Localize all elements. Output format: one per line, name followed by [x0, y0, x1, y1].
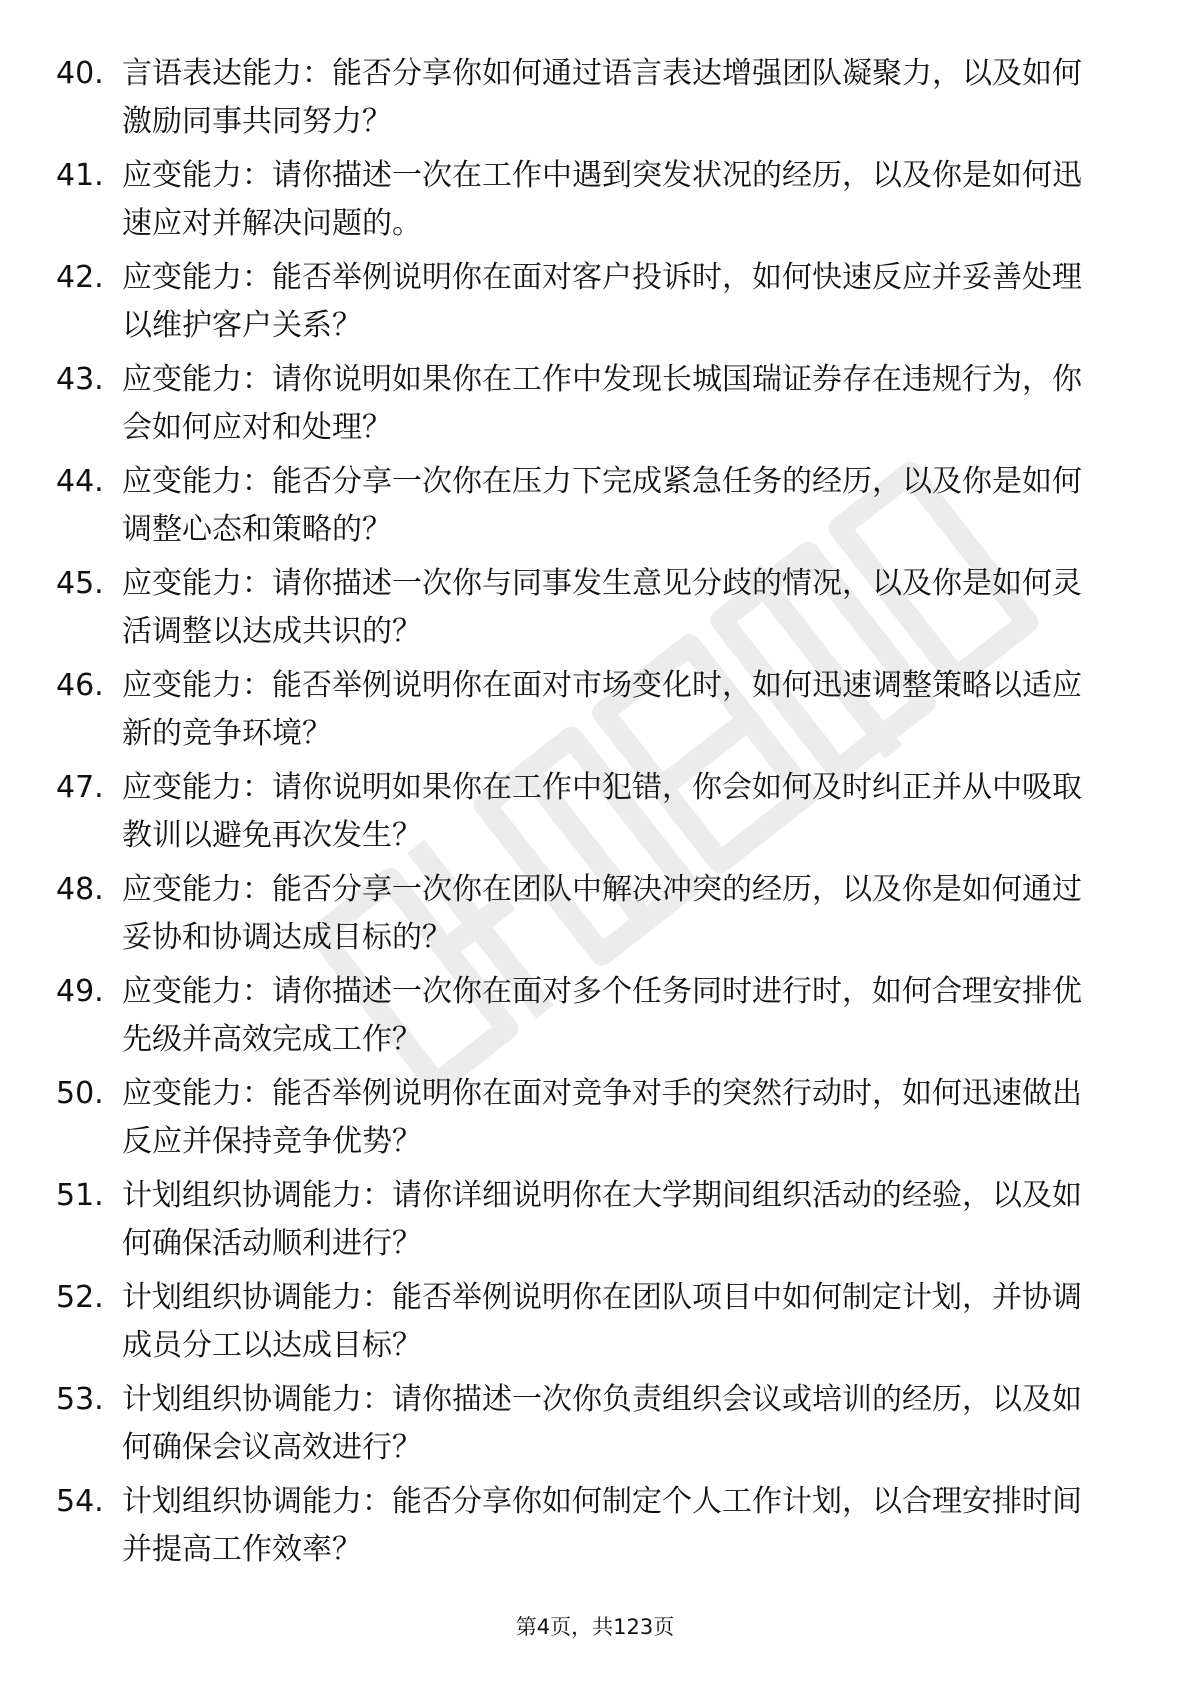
- question-number: 50.: [56, 1076, 104, 1111]
- question-item: [0, 560, 1190, 662]
- question-text: 计划组织协调能力：能否分享你如何制定个人工作计划，以合理安排时间并提高工作效率？: [122, 1484, 1082, 1567]
- question-number: 52.: [56, 1280, 104, 1315]
- question-item: [0, 968, 1190, 1070]
- question-text: 应变能力：能否分享一次你在压力下完成紧急任务的经历，以及你是如何调整心态和策略的？: [122, 464, 1082, 547]
- question-text: 应变能力：请你说明如果你在工作中犯错，你会如何及时纠正并从中吸取教训以避免再次发生？: [122, 770, 1082, 853]
- question-item: [0, 1478, 1190, 1580]
- question-item: [0, 1070, 1190, 1172]
- question-item: [0, 458, 1190, 560]
- question-number: 54.: [56, 1484, 104, 1519]
- question-number: 41.: [56, 158, 104, 193]
- question-text: 应变能力：请你描述一次在工作中遇到突发状况的经历，以及你是如何迅速应对并解决问题的。: [122, 158, 1082, 241]
- question-number: 51.: [56, 1178, 104, 1213]
- page-footer: 第4页，共123页: [515, 1615, 675, 1639]
- question-text: 应变能力：能否举例说明你在面对客户投诉时，如何快速反应并妥善处理以维护客户关系？: [122, 260, 1082, 343]
- question-item: [0, 356, 1190, 458]
- question-item: [0, 152, 1190, 254]
- question-number: 53.: [56, 1382, 104, 1417]
- question-number: 46.: [56, 668, 104, 703]
- question-text: 应变能力：能否举例说明你在面对竞争对手的突然行动时，如何迅速做出反应并保持竞争优势？: [122, 1076, 1082, 1159]
- question-item: [0, 764, 1190, 866]
- question-text: 计划组织协调能力：请你描述一次你负责组织会议或培训的经历，以及如何确保会议高效进行？: [122, 1382, 1082, 1465]
- question-number: 47.: [56, 770, 104, 805]
- question-number: 40.: [56, 56, 104, 91]
- question-item: [0, 50, 1190, 152]
- question-text: 应变能力：请你说明如果你在工作中发现长城国瑞证券存在违规行为，你会如何应对和处理？: [122, 362, 1082, 445]
- question-item: [0, 662, 1190, 764]
- question-text: 应变能力：请你描述一次你与同事发生意见分歧的情况，以及你是如何灵活调整以达成共识的？: [122, 566, 1082, 649]
- question-number: 44.: [56, 464, 104, 499]
- question-number: 42.: [56, 260, 104, 295]
- question-item: [0, 866, 1190, 968]
- question-text: 应变能力：请你描述一次你在面对多个任务同时进行时，如何合理安排优先级并高效完成工作？: [122, 974, 1082, 1057]
- question-number: 48.: [56, 872, 104, 907]
- question-list: [0, 50, 1190, 1580]
- question-text: 计划组织协调能力：请你详细说明你在大学期间组织活动的经验，以及如何确保活动顺利进行？: [122, 1178, 1082, 1261]
- question-item: [0, 254, 1190, 356]
- question-item: [0, 1274, 1190, 1376]
- question-text: 应变能力：能否分享一次你在团队中解决冲突的经历，以及你是如何通过妥协和协调达成目标的？: [122, 872, 1082, 955]
- question-text: 计划组织协调能力：能否举例说明你在团队项目中如何制定计划，并协调成员分工以达成目标？: [122, 1280, 1082, 1363]
- question-item: [0, 1376, 1190, 1478]
- question-number: 43.: [56, 362, 104, 397]
- question-number: 49.: [56, 974, 104, 1009]
- question-number: 45.: [56, 566, 104, 601]
- question-item: [0, 1172, 1190, 1274]
- question-text: 应变能力：能否举例说明你在面对市场变化时，如何迅速调整策略以适应新的竞争环境？: [122, 668, 1082, 751]
- question-text: 言语表达能力：能否分享你如何通过语言表达增强团队凝聚力，以及如何激励同事共同努力？: [122, 56, 1082, 139]
